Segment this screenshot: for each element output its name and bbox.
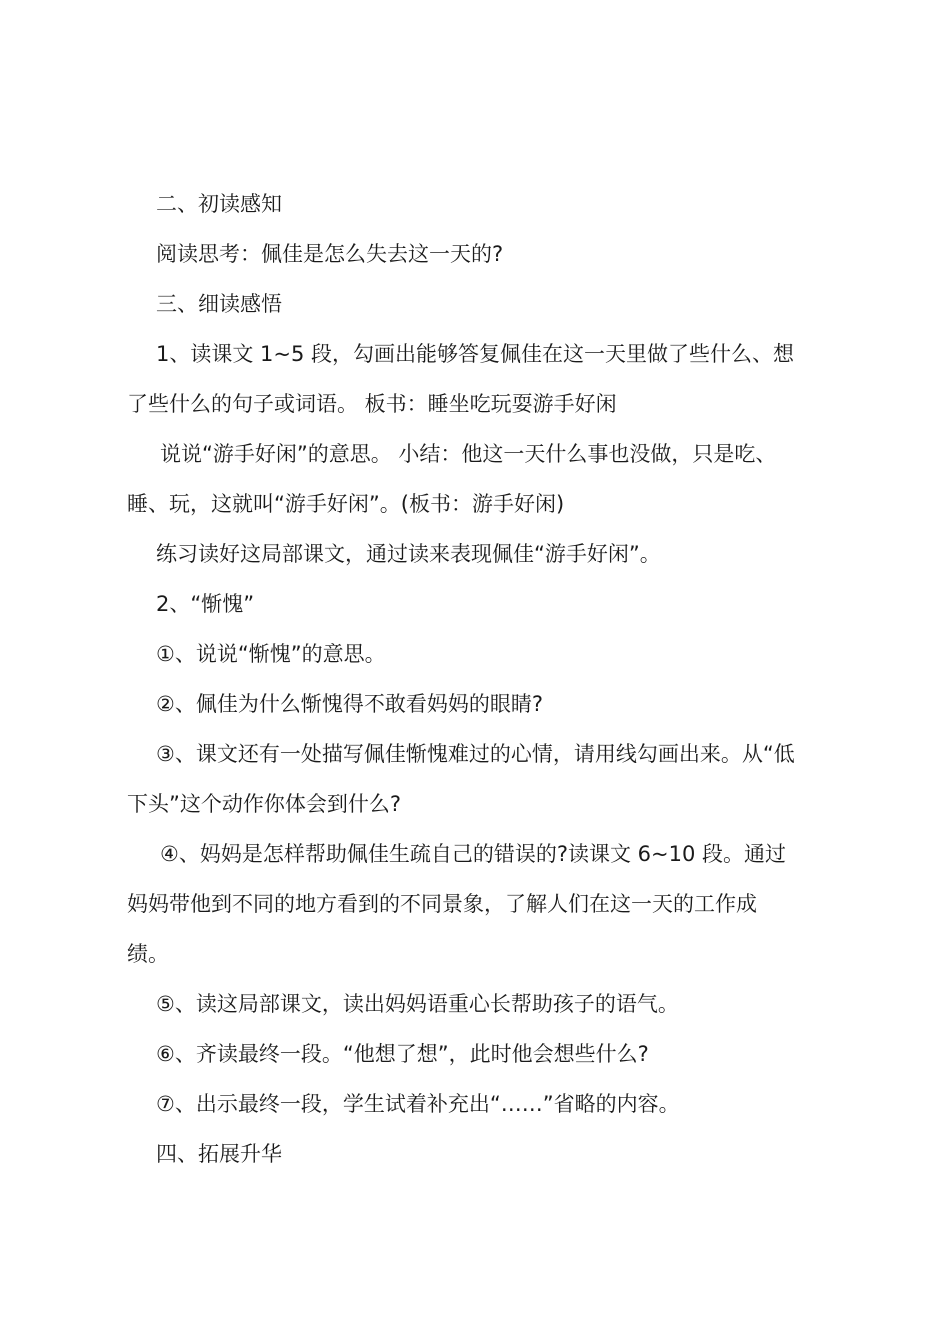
paragraph-subitem-7: ⑦、出示最终一段，学生试着补充出“……”省略的内容。 <box>156 1092 680 1116</box>
paragraph-subitem-3-line-1: ③、课文还有一处描写佩佳惭愧难过的心情，请用线勾画出来。从“低 <box>156 742 795 766</box>
paragraph-item-2-title: 2、“惭愧” <box>156 592 255 616</box>
paragraph-subitem-5: ⑤、读这局部课文，读出妈妈语重心长帮助孩子的语气。 <box>156 992 679 1016</box>
heading-close-reading: 三、细读感悟 <box>156 292 282 316</box>
paragraph-subitem-4-line-2: 妈妈带他到不同的地方看到的不同景象，了解人们在这一天的工作成 <box>127 892 757 916</box>
paragraph-meaning-line-1: 说说“游手好闲”的意思。 小结：他这一天什么事也没做，只是吃、 <box>160 442 777 466</box>
paragraph-practice-reading: 练习读好这局部课文，通过读来表现佩佳“游手好闲”。 <box>156 542 661 566</box>
paragraph-item-1-line-1: 1、读课文 1~5 段，勾画出能够答复佩佳在这一天里做了些什么、想 <box>156 342 795 366</box>
paragraph-reading-question: 阅读思考：佩佳是怎么失去这一天的? <box>156 242 504 266</box>
paragraph-item-1-line-2: 了些什么的句子或词语。 板书：睡坐吃玩耍游手好闲 <box>127 392 617 416</box>
paragraph-subitem-2: ②、佩佳为什么惭愧得不敢看妈妈的眼睛? <box>156 692 543 716</box>
paragraph-subitem-4-line-1: ④、妈妈是怎样帮助佩佳生疏自己的错误的?读课文 6~10 段。通过 <box>160 842 786 866</box>
paragraph-subitem-1: ①、说说“惭愧”的意思。 <box>156 642 386 666</box>
paragraph-subitem-3-line-2: 下头”这个动作你体会到什么? <box>127 792 402 816</box>
paragraph-meaning-line-2: 睡、玩，这就叫“游手好闲”。(板书：游手好闲) <box>127 492 565 516</box>
heading-initial-reading: 二、初读感知 <box>156 192 282 216</box>
paragraph-subitem-4-line-3: 绩。 <box>127 942 169 966</box>
heading-extension: 四、拓展升华 <box>156 1142 282 1166</box>
paragraph-subitem-6: ⑥、齐读最终一段。“他想了想”，此时他会想些什么? <box>156 1042 649 1066</box>
